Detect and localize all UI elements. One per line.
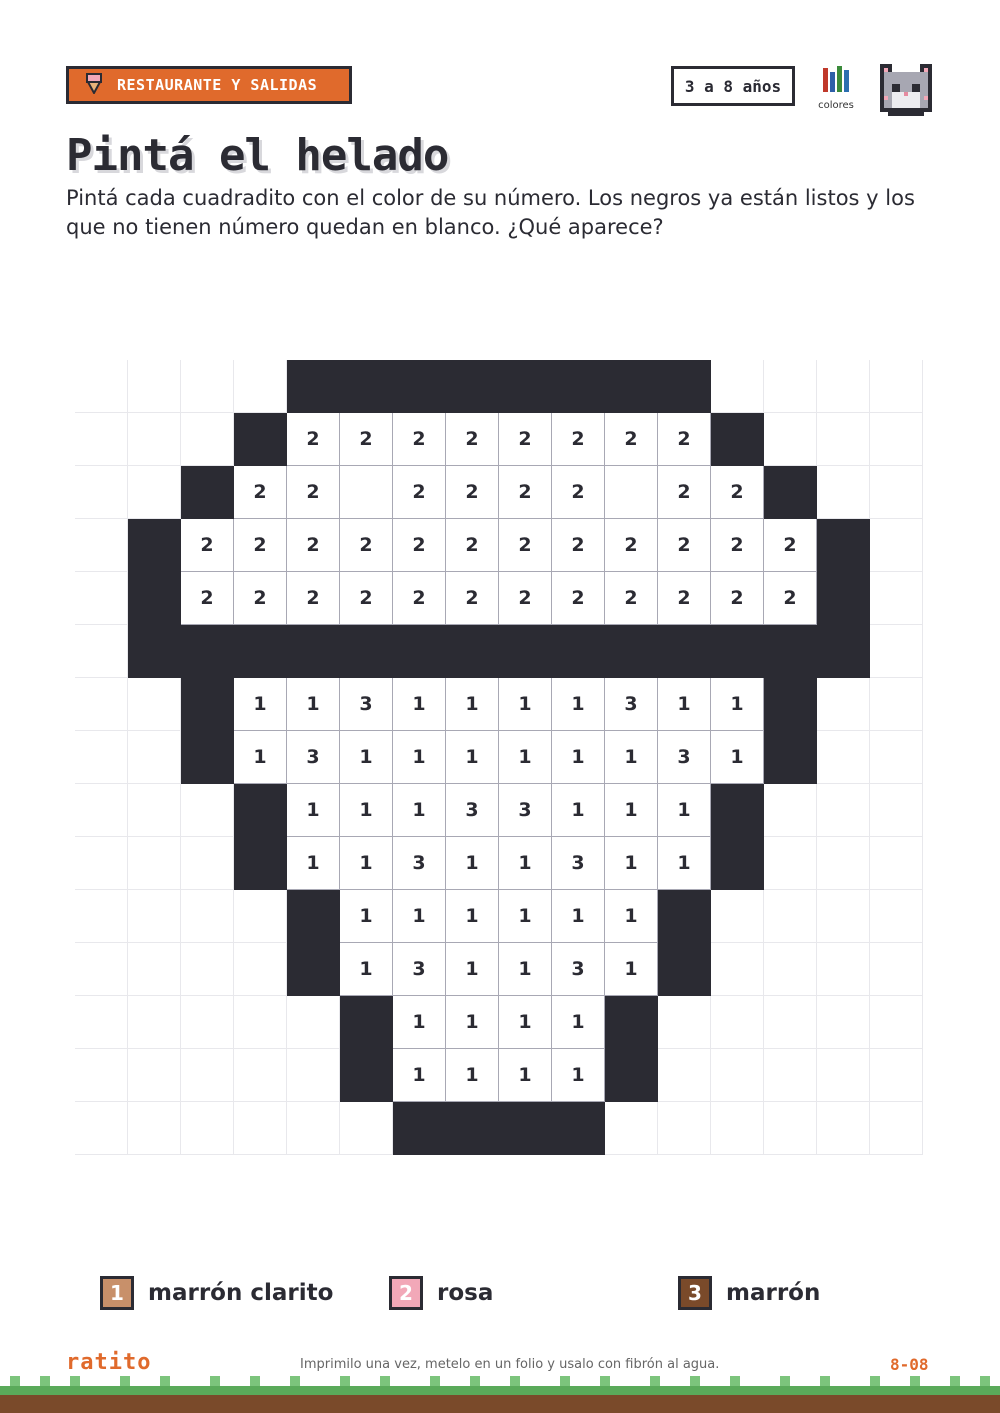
grid-cell-blank[interactable]	[75, 572, 128, 625]
grid-cell-number[interactable]: 2	[658, 413, 711, 466]
grid-cell-blank[interactable]	[658, 1049, 711, 1102]
grid-cell-blank[interactable]	[75, 360, 128, 413]
grid-cell-number[interactable]: 1	[605, 731, 658, 784]
grid-cell-blank[interactable]	[128, 1049, 181, 1102]
grid-cell-number[interactable]: 1	[393, 678, 446, 731]
grid-cell-blank[interactable]	[128, 943, 181, 996]
grid-cell-black[interactable]	[340, 1049, 393, 1102]
grid-cell-blank[interactable]	[817, 996, 870, 1049]
grid-cell-number[interactable]: 2	[340, 413, 393, 466]
grid-cell-number[interactable]: 1	[711, 678, 764, 731]
grid-cell-blank[interactable]	[128, 360, 181, 413]
grid-cell-number[interactable]: 1	[340, 837, 393, 890]
grid-cell-blank[interactable]	[817, 1102, 870, 1155]
grid-cell-blank[interactable]	[711, 360, 764, 413]
grid-cell-black[interactable]	[446, 360, 499, 413]
grid-cell-blank[interactable]	[181, 360, 234, 413]
grid-cell-blank[interactable]	[764, 943, 817, 996]
grid-cell-number[interactable]: 2	[446, 413, 499, 466]
grid-cell-blank[interactable]	[817, 890, 870, 943]
materials-label: colores	[818, 100, 854, 111]
grid-cell-blank[interactable]	[75, 678, 128, 731]
grid-cell-blank[interactable]	[287, 1049, 340, 1102]
grid-cell-number[interactable]: 1	[552, 890, 605, 943]
grid-cell-number[interactable]: 3	[658, 731, 711, 784]
grid-cell-black[interactable]	[181, 466, 234, 519]
grid-cell-blank[interactable]	[764, 1102, 817, 1155]
grid-cell-black[interactable]	[764, 466, 817, 519]
grid-cell-blank[interactable]	[75, 1102, 128, 1155]
grid-cell-blank[interactable]	[817, 784, 870, 837]
grid-cell-number[interactable]: 2	[340, 572, 393, 625]
grid-cell-number[interactable]: 2	[181, 572, 234, 625]
grid-cell-blank[interactable]	[658, 996, 711, 1049]
grid-cell-number[interactable]: 1	[446, 678, 499, 731]
grid-cell-number[interactable]: 2	[605, 572, 658, 625]
grid-cell-black[interactable]	[764, 625, 817, 678]
grid-cell-number[interactable]: 3	[393, 837, 446, 890]
grid-cell-number[interactable]: 1	[499, 1049, 552, 1102]
grid-cell-blank[interactable]	[817, 837, 870, 890]
grid-cell-black[interactable]	[658, 943, 711, 996]
grid-cell-black[interactable]	[128, 519, 181, 572]
grid-cell-blank[interactable]	[817, 413, 870, 466]
grid-cell-number[interactable]: 3	[552, 943, 605, 996]
grid-cell-number[interactable]: 2	[234, 519, 287, 572]
grid-cell-number[interactable]: 2	[552, 572, 605, 625]
grid-cell-black[interactable]	[605, 360, 658, 413]
grid-cell-number[interactable]: 1	[446, 943, 499, 996]
age-badge: 3 a 8 años	[671, 66, 795, 106]
grid-cell-number[interactable]: 1	[499, 943, 552, 996]
grid-cell-blank[interactable]	[605, 466, 658, 519]
grid-cell-number[interactable]: 2	[393, 519, 446, 572]
grid-cell-number[interactable]: 2	[499, 572, 552, 625]
grid-cell-black[interactable]	[181, 678, 234, 731]
page-code: 8-08	[890, 1355, 929, 1374]
grid-cell-black[interactable]	[552, 625, 605, 678]
grid-cell-number[interactable]: 2	[658, 519, 711, 572]
legend-label-3: marrón	[726, 1280, 821, 1306]
grid-cell-black[interactable]	[817, 519, 870, 572]
grid-cell-number[interactable]: 2	[764, 519, 817, 572]
grid-cell-black[interactable]	[764, 731, 817, 784]
grid-cell-black[interactable]	[287, 943, 340, 996]
grid-cell-blank[interactable]	[870, 943, 923, 996]
legend-label-2: rosa	[437, 1280, 494, 1306]
grid-cell-number[interactable]: 1	[605, 784, 658, 837]
grid-cell-blank[interactable]	[128, 466, 181, 519]
grid-cell-blank[interactable]	[711, 890, 764, 943]
grid-cell-blank[interactable]	[764, 360, 817, 413]
grid-cell-blank[interactable]	[870, 360, 923, 413]
grid-cell-number[interactable]: 2	[181, 519, 234, 572]
grid-cell-blank[interactable]	[128, 1102, 181, 1155]
grid-cell-blank[interactable]	[75, 466, 128, 519]
grid-cell-number[interactable]: 3	[605, 678, 658, 731]
grid-cell-number[interactable]: 1	[393, 1049, 446, 1102]
grid-cell-number[interactable]: 1	[234, 678, 287, 731]
color-pencils-icon	[821, 79, 851, 98]
grid-cell-number[interactable]: 2	[287, 466, 340, 519]
grid-cell-black[interactable]	[711, 784, 764, 837]
grid-cell-number[interactable]: 2	[287, 519, 340, 572]
grid-cell-blank[interactable]	[128, 837, 181, 890]
grid-cell-number[interactable]: 1	[499, 731, 552, 784]
grid-cell-blank[interactable]	[870, 731, 923, 784]
grid-cell-number[interactable]: 1	[605, 837, 658, 890]
grid-cell-blank[interactable]	[764, 890, 817, 943]
grid-cell-blank[interactable]	[128, 413, 181, 466]
grid-cell-blank[interactable]	[75, 1049, 128, 1102]
grid-cell-blank[interactable]	[605, 1102, 658, 1155]
page-title: Pintá el helado	[66, 130, 449, 181]
legend-swatch-2: 2	[389, 1276, 423, 1310]
grid-cell-blank[interactable]	[658, 1102, 711, 1155]
grid-cell-number[interactable]: 2	[499, 413, 552, 466]
grid-cell-number[interactable]: 1	[340, 731, 393, 784]
grid-cell-number[interactable]: 2	[605, 519, 658, 572]
grid-cell-number[interactable]: 3	[552, 837, 605, 890]
grid-cell-blank[interactable]	[287, 996, 340, 1049]
grid-cell-number[interactable]: 2	[658, 466, 711, 519]
hamster-mascot-icon	[876, 60, 936, 124]
grid-cell-blank[interactable]	[234, 1049, 287, 1102]
grid-cell-blank[interactable]	[75, 837, 128, 890]
grid-cell-blank[interactable]	[75, 996, 128, 1049]
grid-cell-black[interactable]	[658, 625, 711, 678]
legend-label-1: marrón clarito	[148, 1280, 334, 1306]
grid-cell-blank[interactable]	[870, 466, 923, 519]
grid-cell-black[interactable]	[499, 625, 552, 678]
grid-cell-number[interactable]: 2	[393, 466, 446, 519]
grid-cell-black[interactable]	[711, 413, 764, 466]
grid-cell-black[interactable]	[658, 360, 711, 413]
grid-cell-black[interactable]	[287, 890, 340, 943]
grid-cell-number[interactable]: 1	[340, 890, 393, 943]
grid-cell-black[interactable]	[711, 625, 764, 678]
grid-cell-number[interactable]: 1	[552, 1049, 605, 1102]
grid-cell-number[interactable]: 1	[234, 731, 287, 784]
grid-cell-number[interactable]: 1	[499, 837, 552, 890]
grid-cell-number[interactable]: 2	[446, 572, 499, 625]
legend-swatch-1: 1	[100, 1276, 134, 1310]
grid-cell-number[interactable]: 1	[340, 784, 393, 837]
grid-cell-number[interactable]: 2	[234, 466, 287, 519]
grid-cell-blank[interactable]	[181, 1102, 234, 1155]
grid-cell-number[interactable]: 1	[446, 837, 499, 890]
grid-cell-black[interactable]	[605, 625, 658, 678]
grid-cell-number[interactable]: 1	[393, 784, 446, 837]
grid-cell-blank[interactable]	[181, 784, 234, 837]
grid-cell-blank[interactable]	[340, 1102, 393, 1155]
grid-cell-blank[interactable]	[128, 784, 181, 837]
grid-cell-black[interactable]	[605, 1049, 658, 1102]
grid-cell-number[interactable]: 1	[552, 996, 605, 1049]
category-label: RESTAURANTE Y SALIDAS	[117, 76, 318, 94]
grid-cell-black[interactable]	[128, 625, 181, 678]
grid-cell-blank[interactable]	[75, 625, 128, 678]
grid-cell-number[interactable]: 1	[446, 1049, 499, 1102]
grid-cell-number[interactable]: 1	[605, 943, 658, 996]
grid-cell-number[interactable]: 3	[287, 731, 340, 784]
grid-cell-number[interactable]: 2	[287, 413, 340, 466]
grid-cell-black[interactable]	[499, 360, 552, 413]
grid-cell-black[interactable]	[181, 625, 234, 678]
legend-swatch-3: 3	[678, 1276, 712, 1310]
grid-cell-number[interactable]: 2	[393, 572, 446, 625]
grid-cell-number[interactable]: 2	[711, 466, 764, 519]
grid-cell-number[interactable]: 1	[393, 731, 446, 784]
grid-cell-blank[interactable]	[711, 1102, 764, 1155]
category-tag	[66, 66, 352, 104]
grid-cell-number[interactable]: 1	[393, 996, 446, 1049]
grid-cell-number[interactable]: 2	[552, 413, 605, 466]
instructions: Pintá cada cuadradito con el color de su número. Los negros ya están listos y los que no tienen número quedan en blanco. ¿Qué aparece?	[66, 186, 915, 239]
grid-cell-number[interactable]: 3	[340, 678, 393, 731]
grid-cell-blank[interactable]	[817, 943, 870, 996]
legend-item-1	[100, 1276, 333, 1310]
grid-cell-blank[interactable]	[870, 413, 923, 466]
grid-cell-black[interactable]	[181, 731, 234, 784]
grid-cell-blank[interactable]	[817, 678, 870, 731]
grid-cell-number[interactable]: 2	[393, 413, 446, 466]
grid-cell-blank[interactable]	[287, 1102, 340, 1155]
grid-cell-blank[interactable]	[870, 678, 923, 731]
grid-cell-blank[interactable]	[870, 572, 923, 625]
grid-cell-blank[interactable]	[234, 996, 287, 1049]
grid-cell-number[interactable]: 2	[658, 572, 711, 625]
grid-cell-black[interactable]	[340, 360, 393, 413]
grid-cell-blank[interactable]	[181, 413, 234, 466]
grid-cell-blank[interactable]	[870, 519, 923, 572]
pixel-ground-decoration	[0, 1376, 1000, 1413]
grid-cell-blank[interactable]	[870, 1102, 923, 1155]
grid-cell-blank[interactable]	[75, 943, 128, 996]
grid-cell-number[interactable]: 1	[711, 731, 764, 784]
grid-cell-black[interactable]	[393, 1102, 446, 1155]
grid-cell-number[interactable]: 3	[446, 784, 499, 837]
grid-cell-blank[interactable]	[870, 996, 923, 1049]
grid-cell-blank[interactable]	[128, 996, 181, 1049]
grid-cell-black[interactable]	[552, 360, 605, 413]
pixel-grid	[75, 360, 923, 1155]
grid-cell-number[interactable]: 1	[340, 943, 393, 996]
grid-cell-number[interactable]: 1	[287, 837, 340, 890]
grid-cell-number[interactable]: 1	[446, 890, 499, 943]
grid-cell-number[interactable]: 3	[393, 943, 446, 996]
grid-cell-black[interactable]	[499, 1102, 552, 1155]
grid-cell-black[interactable]	[711, 837, 764, 890]
grid-cell-blank[interactable]	[75, 519, 128, 572]
grid-cell-number[interactable]: 2	[234, 572, 287, 625]
grid-cell-black[interactable]	[817, 625, 870, 678]
grid-cell-blank[interactable]	[75, 890, 128, 943]
grid-cell-blank[interactable]	[128, 731, 181, 784]
brand-logo: ratito	[66, 1350, 152, 1375]
grid-cell-black[interactable]	[340, 625, 393, 678]
grid-cell-blank[interactable]	[870, 784, 923, 837]
grid-cell-blank[interactable]	[764, 784, 817, 837]
grid-cell-black[interactable]	[234, 784, 287, 837]
grid-cell-black[interactable]	[340, 996, 393, 1049]
grid-cell-number[interactable]: 2	[446, 519, 499, 572]
grid-cell-blank[interactable]	[75, 784, 128, 837]
grid-cell-blank[interactable]	[340, 466, 393, 519]
grid-cell-black[interactable]	[393, 625, 446, 678]
grid-cell-blank[interactable]	[817, 731, 870, 784]
grid-cell-number[interactable]: 2	[552, 466, 605, 519]
grid-cell-number[interactable]: 2	[340, 519, 393, 572]
grid-cell-blank[interactable]	[181, 1049, 234, 1102]
grid-cell-number[interactable]: 1	[658, 837, 711, 890]
grid-cell-black[interactable]	[287, 625, 340, 678]
grid-cell-number[interactable]: 2	[446, 466, 499, 519]
grid-cell-number[interactable]: 1	[499, 996, 552, 1049]
legend-item-3	[678, 1276, 820, 1310]
grid-cell-blank[interactable]	[711, 1049, 764, 1102]
grid-cell-number[interactable]: 1	[658, 784, 711, 837]
grid-cell-black[interactable]	[446, 1102, 499, 1155]
legend-item-2	[389, 1276, 493, 1310]
grid-cell-number[interactable]: 1	[658, 678, 711, 731]
grid-cell-blank[interactable]	[234, 360, 287, 413]
grid-cell-blank[interactable]	[870, 837, 923, 890]
grid-cell-number[interactable]: 2	[605, 413, 658, 466]
grid-cell-number[interactable]: 1	[393, 890, 446, 943]
grid-cell-blank[interactable]	[764, 996, 817, 1049]
grid-cell-number[interactable]: 1	[605, 890, 658, 943]
grid-cell-number[interactable]: 3	[499, 784, 552, 837]
grid-cell-number[interactable]: 2	[711, 572, 764, 625]
grid-cell-blank[interactable]	[234, 943, 287, 996]
grid-cell-number[interactable]: 1	[446, 996, 499, 1049]
grid-cell-number[interactable]: 1	[499, 890, 552, 943]
grid-cell-blank[interactable]	[181, 996, 234, 1049]
grid-cell-black[interactable]	[446, 625, 499, 678]
grid-cell-blank[interactable]	[764, 413, 817, 466]
ice-cream-icon	[83, 72, 105, 98]
grid-cell-number[interactable]: 1	[552, 678, 605, 731]
grid-cell-black[interactable]	[393, 360, 446, 413]
footer-note: Imprimilo una vez, metelo en un folio y usalo con fibrón al agua.	[300, 1357, 720, 1372]
grid-cell-blank[interactable]	[870, 890, 923, 943]
grid-cell-number[interactable]: 2	[552, 519, 605, 572]
grid-cell-black[interactable]	[234, 413, 287, 466]
grid-cell-blank[interactable]	[181, 837, 234, 890]
grid-cell-black[interactable]	[817, 572, 870, 625]
grid-cell-number[interactable]: 1	[552, 784, 605, 837]
grid-cell-black[interactable]	[658, 890, 711, 943]
grid-cell-black[interactable]	[287, 360, 340, 413]
grid-cell-black[interactable]	[234, 837, 287, 890]
grid-cell-number[interactable]: 2	[499, 519, 552, 572]
materials-indicator	[814, 66, 858, 111]
grid-cell-number[interactable]: 1	[287, 784, 340, 837]
grid-cell-black[interactable]	[552, 1102, 605, 1155]
grid-cell-blank[interactable]	[75, 731, 128, 784]
grid-cell-blank[interactable]	[870, 625, 923, 678]
grid-cell-number[interactable]: 2	[711, 519, 764, 572]
grid-cell-number[interactable]: 2	[764, 572, 817, 625]
grid-cell-number[interactable]: 2	[287, 572, 340, 625]
grid-cell-blank[interactable]	[75, 413, 128, 466]
grid-cell-number[interactable]: 1	[499, 678, 552, 731]
grid-cell-blank[interactable]	[817, 1049, 870, 1102]
grid-cell-blank[interactable]	[128, 678, 181, 731]
grid-cell-blank[interactable]	[764, 837, 817, 890]
grid-cell-blank[interactable]	[181, 943, 234, 996]
grid-cell-blank[interactable]	[711, 996, 764, 1049]
grid-cell-blank[interactable]	[181, 890, 234, 943]
grid-cell-blank[interactable]	[764, 1049, 817, 1102]
grid-cell-blank[interactable]	[711, 943, 764, 996]
grid-cell-black[interactable]	[605, 996, 658, 1049]
grid-cell-number[interactable]: 1	[552, 731, 605, 784]
grid-cell-blank[interactable]	[817, 360, 870, 413]
grid-cell-number[interactable]: 1	[446, 731, 499, 784]
grid-cell-black[interactable]	[764, 678, 817, 731]
grid-cell-blank[interactable]	[870, 1049, 923, 1102]
grid-cell-blank[interactable]	[234, 890, 287, 943]
grid-cell-number[interactable]: 1	[287, 678, 340, 731]
grid-cell-number[interactable]: 2	[499, 466, 552, 519]
grid-cell-blank[interactable]	[234, 1102, 287, 1155]
grid-cell-black[interactable]	[234, 625, 287, 678]
grid-cell-blank[interactable]	[817, 466, 870, 519]
grid-cell-blank[interactable]	[128, 890, 181, 943]
grid-cell-black[interactable]	[128, 572, 181, 625]
